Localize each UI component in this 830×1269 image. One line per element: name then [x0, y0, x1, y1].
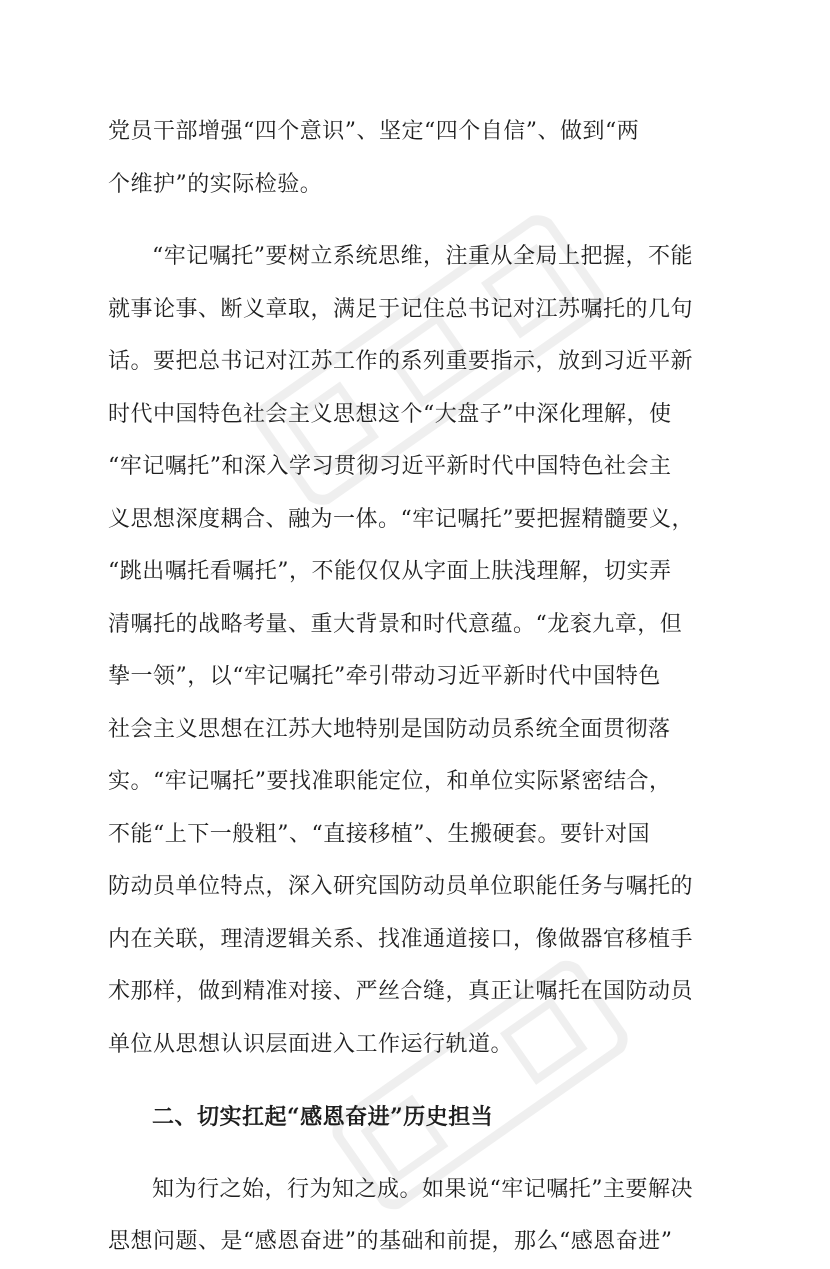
paragraph-gratitude: [108, 1164, 720, 1269]
text-line: 知为行之始，行为知之成。如果说“牢记嘱托”主要解决: [152, 1176, 693, 1202]
text-line: 就事论事、断义章取，满足于记住总书记对江苏嘱托的几句: [108, 296, 694, 322]
text-line: 防动员单位特点，深入研究国防动员单位职能任务与嘱托的: [108, 874, 694, 899]
text-line: 社会主义思想在江苏大地特别是国防动员系统全面贯彻落: [108, 716, 671, 742]
text-line: 义思想深度耦合、融为一体。“牢记嘱托”要把握精髓要义，: [108, 506, 694, 532]
text-line: “跳出嘱托看嘱托”，不能仅仅从字面上肤浅理解，切实弄: [108, 559, 672, 584]
paragraph-continuation: [108, 106, 720, 211]
text-line: 个维护”的实际检验。: [108, 171, 323, 197]
text-line: 术那样，做到精准对接、严丝合缝，真正让嘱托在国防动员: [108, 979, 694, 1004]
text-line: “牢记嘱托”要树立系统思维，注重从全局上把握，不能: [152, 244, 693, 269]
text-line: 话。要把总书记对江苏工作的系列重要指示，放到习近平新: [108, 349, 694, 374]
text-line: 清嘱托的战略考量、重大背景和时代意蕴。“龙衮九章，但: [108, 611, 683, 637]
text-line: 党员干部增强“四个意识”、坚定“四个自信”、做到“两: [108, 119, 640, 144]
text-line: 实。“牢记嘱托”要找准职能定位，和单位实际紧密结合，: [108, 769, 672, 794]
document-page: [108, 106, 720, 1269]
text-line: 内在关联，理清逻辑关系、找准通道接口，像做器官移植手: [108, 926, 694, 952]
text-line: 时代中国特色社会主义思想这个“大盘子”中深化理解，使: [108, 401, 672, 427]
section-heading: 二、切实扛起“感恩奋进”历史担当: [152, 1104, 494, 1130]
paragraph-remember-entrustment: [108, 231, 720, 1071]
text-line: 思想问题、是“感恩奋进”的基础和前提，那么“感恩奋进”: [108, 1229, 673, 1254]
text-line: “牢记嘱托”和深入学习贯彻习近平新时代中国特色社会主: [108, 454, 672, 479]
text-line: 不能“上下一般粗”、“直接移植”、生搬硬套。要针对国: [108, 821, 650, 847]
text-line: 单位从思想认识层面进入工作运行轨道。: [108, 1031, 514, 1057]
text-line: 挚一领”，以“牢记嘱托”牵引带动习近平新时代中国特色: [108, 664, 661, 689]
